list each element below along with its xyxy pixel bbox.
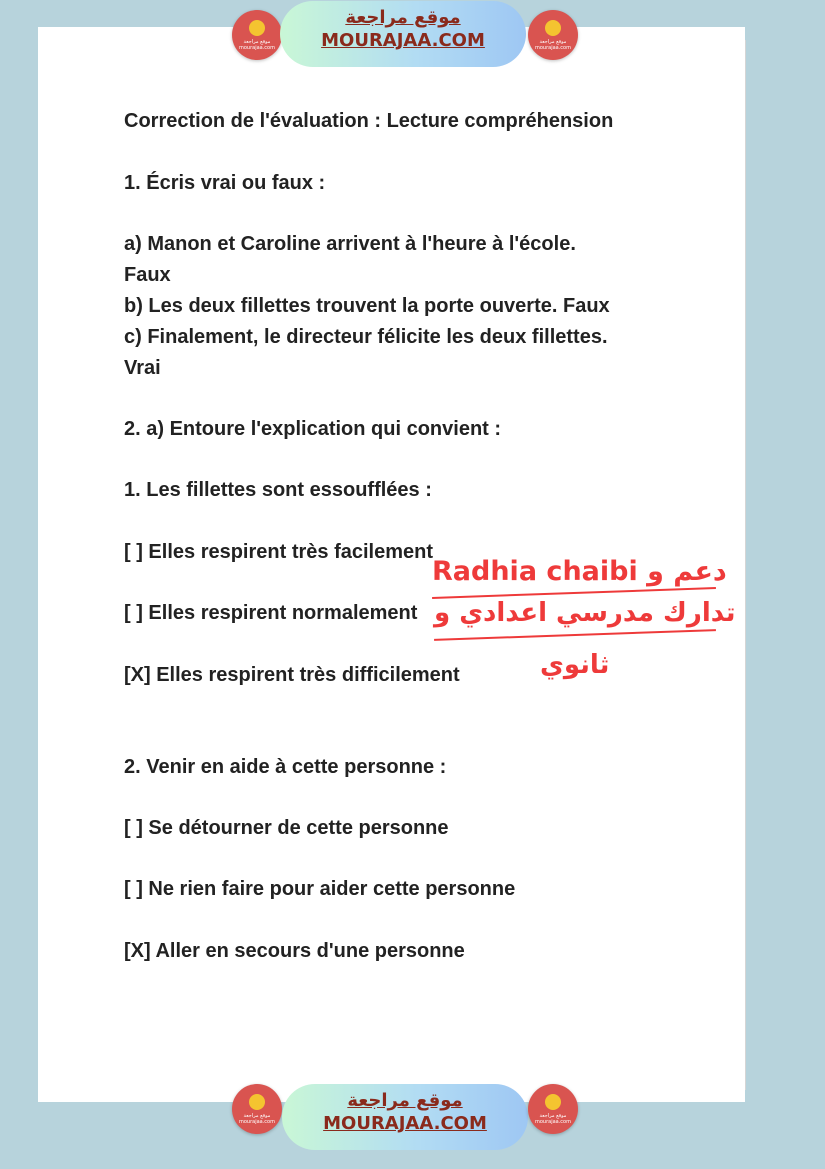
site-logo-left-top bbox=[232, 10, 282, 60]
question-1a-text: a) Manon et Caroline arrivent à l'heure à l'école. bbox=[124, 233, 576, 255]
question-1-heading: 1. Écris vrai ou faux : bbox=[124, 172, 326, 194]
question-2-1-heading: 1. Les fillettes sont essoufflées : bbox=[124, 479, 432, 501]
site-name-ar[interactable]: موقع مراجعة bbox=[347, 1090, 463, 1111]
stamp-line-1: Radhia chaibi دعم و bbox=[432, 556, 727, 587]
option-help-person: [X] Aller en secours d'une personne bbox=[124, 940, 465, 962]
site-logo-right-bottom bbox=[528, 1084, 578, 1134]
option-breathe-normally: [ ] Elles respirent normalement bbox=[124, 602, 418, 624]
site-domain-link[interactable]: MOURAJAA.COM bbox=[323, 1113, 487, 1134]
site-logo-left-bottom bbox=[232, 1084, 282, 1134]
site-name-ar[interactable]: موقع مراجعة bbox=[345, 7, 461, 28]
logo-caption-ar: موقع مراجعة bbox=[243, 1113, 271, 1119]
logo-badge-icon bbox=[249, 20, 265, 36]
logo-caption-ar: موقع مراجعة bbox=[539, 1113, 567, 1119]
question-2-2-heading: 2. Venir en aide à cette personne : bbox=[124, 756, 447, 778]
site-banner-bottom[interactable] bbox=[282, 1084, 528, 1150]
site-banner-top[interactable] bbox=[280, 1, 526, 67]
logo-caption-ar: موقع مراجعة bbox=[243, 39, 271, 45]
question-2-heading: 2. a) Entoure l'explication qui convient : bbox=[124, 418, 502, 440]
logo-caption-en: mourajaa.com bbox=[534, 45, 571, 51]
question-1a-answer: Faux bbox=[124, 264, 171, 286]
option-breathe-easily: [ ] Elles respirent très facilement bbox=[124, 541, 434, 563]
logo-caption-en: mourajaa.com bbox=[238, 45, 275, 51]
logo-caption-en: mourajaa.com bbox=[534, 1119, 571, 1125]
page-edge-line bbox=[745, 40, 746, 1090]
stamp-line-3: ثانوي bbox=[540, 650, 610, 680]
option-breathe-difficultly: [X] Elles respirent très difficilement bbox=[124, 664, 460, 686]
site-domain-link[interactable]: MOURAJAA.COM bbox=[321, 30, 485, 51]
stamp-line-2: تدارك مدرسي اعدادي و bbox=[434, 598, 736, 628]
option-turn-away: [ ] Se détourner de cette personne bbox=[124, 817, 449, 839]
document-title: Correction de l'évaluation : Lecture compréhension bbox=[124, 110, 614, 132]
logo-caption-ar: موقع مراجعة bbox=[539, 39, 567, 45]
logo-badge-icon bbox=[545, 1094, 561, 1110]
question-1b: b) Les deux fillettes trouvent la porte ouverte. Faux bbox=[124, 295, 610, 317]
site-logo-right-top bbox=[528, 10, 578, 60]
logo-badge-icon bbox=[249, 1094, 265, 1110]
logo-badge-icon bbox=[545, 20, 561, 36]
option-do-nothing: [ ] Ne rien faire pour aider cette personne bbox=[124, 878, 516, 900]
question-1c-text: c) Finalement, le directeur félicite les deux fillettes. bbox=[124, 326, 608, 348]
question-1c-answer: Vrai bbox=[124, 357, 161, 379]
logo-caption-en: mourajaa.com bbox=[238, 1119, 275, 1125]
